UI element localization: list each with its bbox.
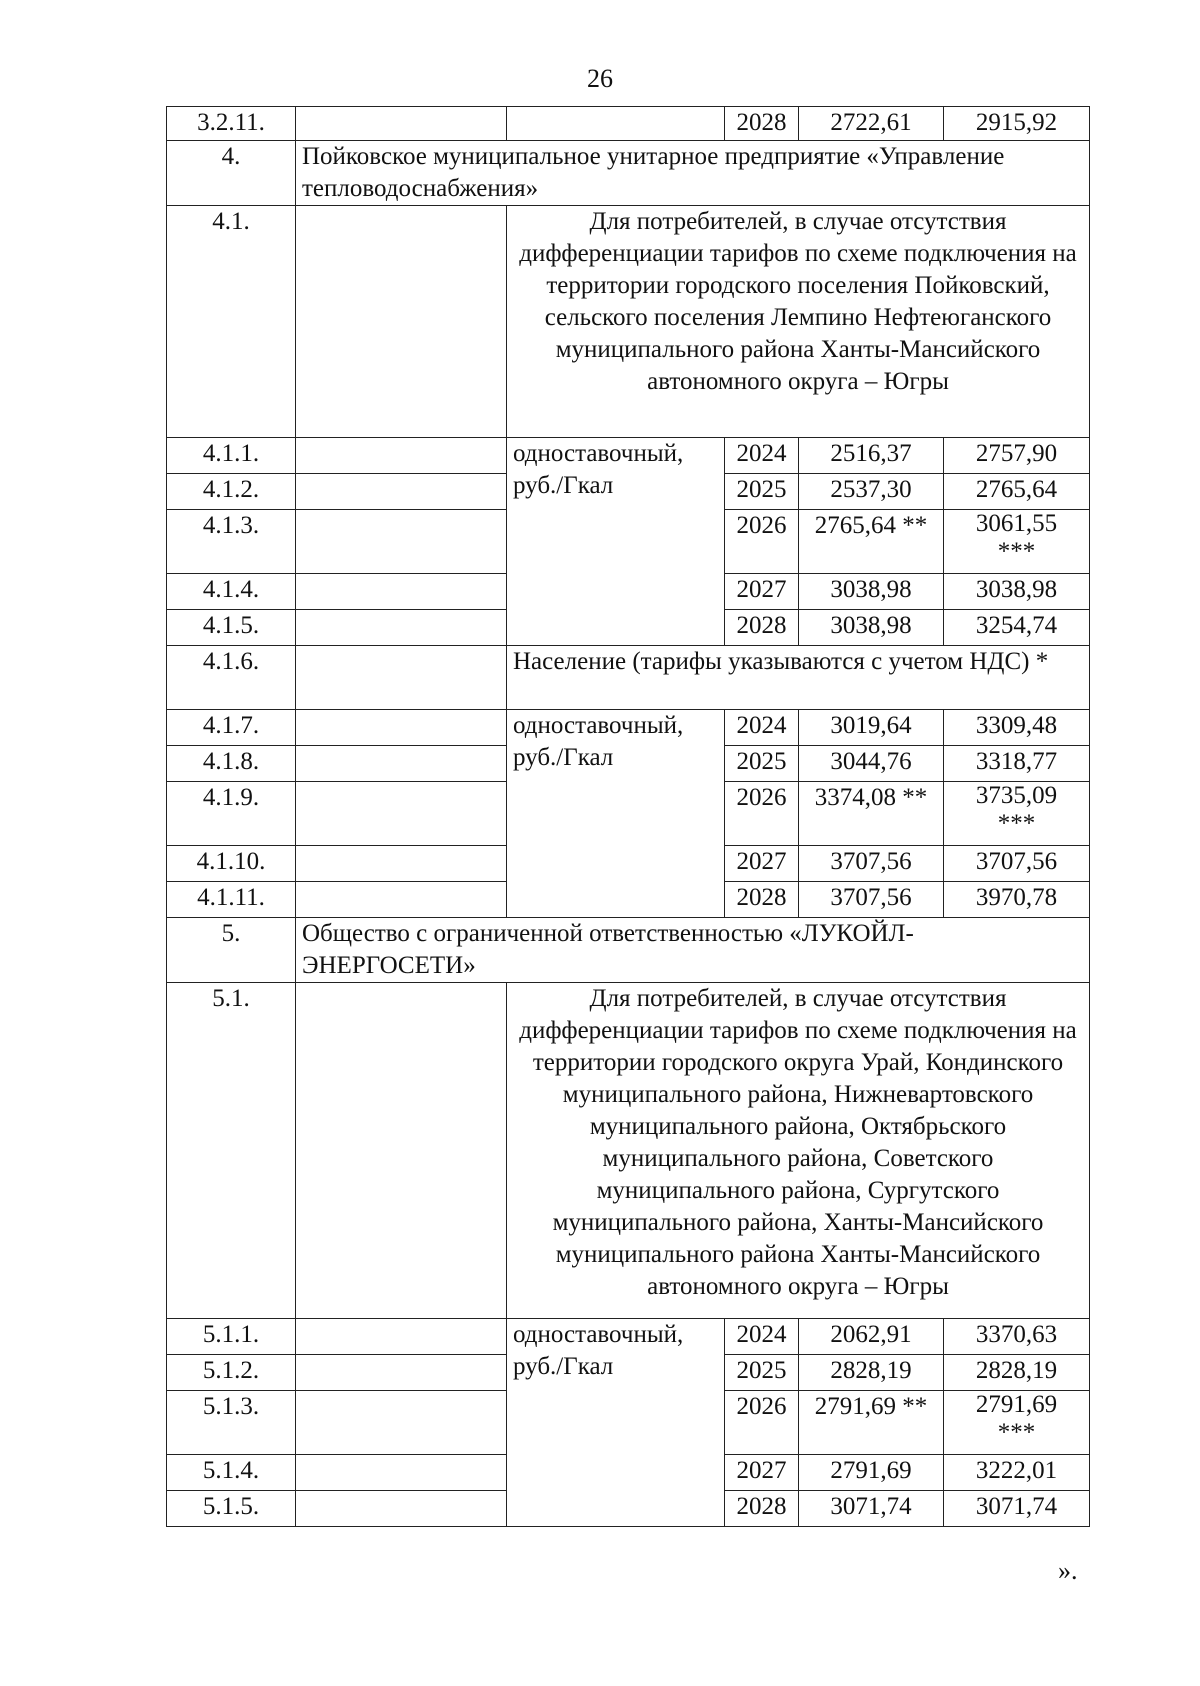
organization-name: Пойковское муниципальное унитарное предприятие «Управление тепловодоснабжения» — [296, 141, 1090, 206]
row-number: 4.1.5. — [167, 610, 296, 646]
page-number: 26 — [587, 64, 613, 93]
tariff-first-half: 3038,98 — [799, 574, 944, 610]
tariff-value: 3735,09 — [975, 782, 1058, 809]
year-cell: 2024 — [725, 1319, 799, 1355]
year-cell: 2024 — [725, 438, 799, 474]
year-cell: 2028 — [725, 882, 799, 918]
tariff-second-half: 3222,01 — [944, 1455, 1090, 1491]
closing-quote: ». — [1058, 1556, 1078, 1585]
consumer-category: Для потребителей, в случае отсутствия дифференциации тарифов по схеме подключения на территории городского округа Урай, Кондинского муниципального района, Нижневартовского муниципального района, Октябрьского муниципального района, Советского муниципального района, Сургутского муниципального района, Ханты-Мансийского муниципального района Ханты-Мансийского автономного округа – Югры — [507, 983, 1090, 1319]
year-cell: 2027 — [725, 1455, 799, 1491]
tariff-value: 3061,55 — [975, 510, 1058, 537]
consumer-category: Для потребителей, в случае отсутствия дифференциации тарифов по схеме подключения на территории городского поселения Пойковский, сельского поселения Лемпино Нефтеюганского муниципального района Ханты-Мансийского автономного округа – Югры — [507, 206, 1090, 438]
tariff-second-half: 3370,63 — [944, 1319, 1090, 1355]
year-cell: 2024 — [725, 710, 799, 746]
empty-cell — [296, 846, 507, 882]
row-number: 4. — [167, 141, 296, 206]
tariff-second-half: 3071,74 — [944, 1491, 1090, 1527]
row-number: 4.1.11. — [167, 882, 296, 918]
tariff-value: 2791,69 — [975, 1391, 1058, 1418]
table-row — [167, 107, 1090, 141]
footnote-mark: *** — [997, 538, 1036, 565]
year-cell: 2028 — [725, 107, 799, 141]
row-number: 4.1.8. — [167, 746, 296, 782]
empty-cell — [296, 1319, 507, 1355]
section-row — [167, 918, 1090, 983]
row-number: 4.1.9. — [167, 782, 296, 846]
row-number: 5.1.1. — [167, 1319, 296, 1355]
empty-cell — [296, 882, 507, 918]
organization-name: Общество с ограниченной ответственностью «ЛУКОЙЛ-ЭНЕРГОСЕТИ» — [296, 918, 1090, 983]
tariff-second-half: 3970,78 — [944, 882, 1090, 918]
empty-cell — [296, 710, 507, 746]
empty-cell — [296, 206, 507, 438]
tariff-second-half — [944, 782, 1090, 846]
row-number: 4.1.1. — [167, 438, 296, 474]
row-number: 4.1.2. — [167, 474, 296, 510]
tariff-first-half: 3019,64 — [799, 710, 944, 746]
tariff-second-half: 2915,92 — [944, 107, 1090, 141]
year-cell: 2027 — [725, 846, 799, 882]
row-number: 5.1.2. — [167, 1355, 296, 1391]
tariff-second-half: 2757,90 — [944, 438, 1090, 474]
empty-cell — [296, 1455, 507, 1491]
row-number: 4.1.10. — [167, 846, 296, 882]
subsection-row — [167, 983, 1090, 1319]
row-number: 4.1. — [167, 206, 296, 438]
year-cell: 2025 — [725, 1355, 799, 1391]
table-row — [167, 710, 1090, 746]
empty-cell — [296, 610, 507, 646]
year-cell: 2028 — [725, 1491, 799, 1527]
tariff-second-half: 3707,56 — [944, 846, 1090, 882]
tariff-first-half: 2828,19 — [799, 1355, 944, 1391]
row-number: 4.1.3. — [167, 510, 296, 574]
section-row — [167, 141, 1090, 206]
tariff-unit: одноставочный, руб./Гкал — [507, 438, 725, 646]
tariff-first-half: 3374,08 ** — [799, 782, 944, 846]
tariff-first-half: 3707,56 — [799, 846, 944, 882]
empty-cell — [296, 746, 507, 782]
tariff-first-half: 2516,37 — [799, 438, 944, 474]
tariff-second-half: 3254,74 — [944, 610, 1090, 646]
row-number: 3.2.11. — [167, 107, 296, 141]
tariff-unit: одноставочный, руб./Гкал — [507, 1319, 725, 1527]
tariff-first-half: 3071,74 — [799, 1491, 944, 1527]
tariff-second-half — [944, 1391, 1090, 1455]
consumer-category: Население (тарифы указываются с учетом НДС) * — [507, 646, 1090, 710]
empty-cell — [296, 438, 507, 474]
tariff-first-half: 2537,30 — [799, 474, 944, 510]
year-cell: 2028 — [725, 610, 799, 646]
table-row — [167, 1319, 1090, 1355]
subsection-row — [167, 206, 1090, 438]
year-cell: 2025 — [725, 746, 799, 782]
tariff-first-half: 2765,64 ** — [799, 510, 944, 574]
year-cell: 2026 — [725, 510, 799, 574]
row-number: 5.1.5. — [167, 1491, 296, 1527]
tariff-table — [166, 106, 1090, 1527]
empty-cell — [507, 107, 725, 141]
tariff-second-half: 3038,98 — [944, 574, 1090, 610]
year-cell: 2027 — [725, 574, 799, 610]
row-number: 4.1.6. — [167, 646, 296, 710]
tariff-first-half: 2791,69 — [799, 1455, 944, 1491]
footnote-mark: *** — [997, 810, 1036, 837]
year-cell: 2026 — [725, 1391, 799, 1455]
tariff-second-half: 2765,64 — [944, 474, 1090, 510]
tariff-second-half: 3309,48 — [944, 710, 1090, 746]
empty-cell — [296, 983, 507, 1319]
tariff-second-half — [944, 510, 1090, 574]
tariff-first-half: 3038,98 — [799, 610, 944, 646]
empty-cell — [296, 1355, 507, 1391]
empty-cell — [296, 646, 507, 710]
empty-cell — [296, 574, 507, 610]
footnote-mark: *** — [997, 1419, 1036, 1446]
year-cell: 2026 — [725, 782, 799, 846]
tariff-first-half: 3044,76 — [799, 746, 944, 782]
tariff-first-half: 2791,69 ** — [799, 1391, 944, 1455]
row-number: 4.1.4. — [167, 574, 296, 610]
empty-cell — [296, 107, 507, 141]
empty-cell — [296, 510, 507, 574]
tariff-first-half: 3707,56 — [799, 882, 944, 918]
empty-cell — [296, 782, 507, 846]
row-number: 4.1.7. — [167, 710, 296, 746]
empty-cell — [296, 1391, 507, 1455]
tariff-unit: одноставочный, руб./Гкал — [507, 710, 725, 918]
year-cell: 2025 — [725, 474, 799, 510]
row-number: 5. — [167, 918, 296, 983]
row-number: 5.1.3. — [167, 1391, 296, 1455]
subsection-row — [167, 646, 1090, 710]
empty-cell — [296, 474, 507, 510]
table-row — [167, 438, 1090, 474]
row-number: 5.1.4. — [167, 1455, 296, 1491]
tariff-first-half: 2722,61 — [799, 107, 944, 141]
tariff-first-half: 2062,91 — [799, 1319, 944, 1355]
empty-cell — [296, 1491, 507, 1527]
tariff-second-half: 3318,77 — [944, 746, 1090, 782]
tariff-second-half: 2828,19 — [944, 1355, 1090, 1391]
row-number: 5.1. — [167, 983, 296, 1319]
